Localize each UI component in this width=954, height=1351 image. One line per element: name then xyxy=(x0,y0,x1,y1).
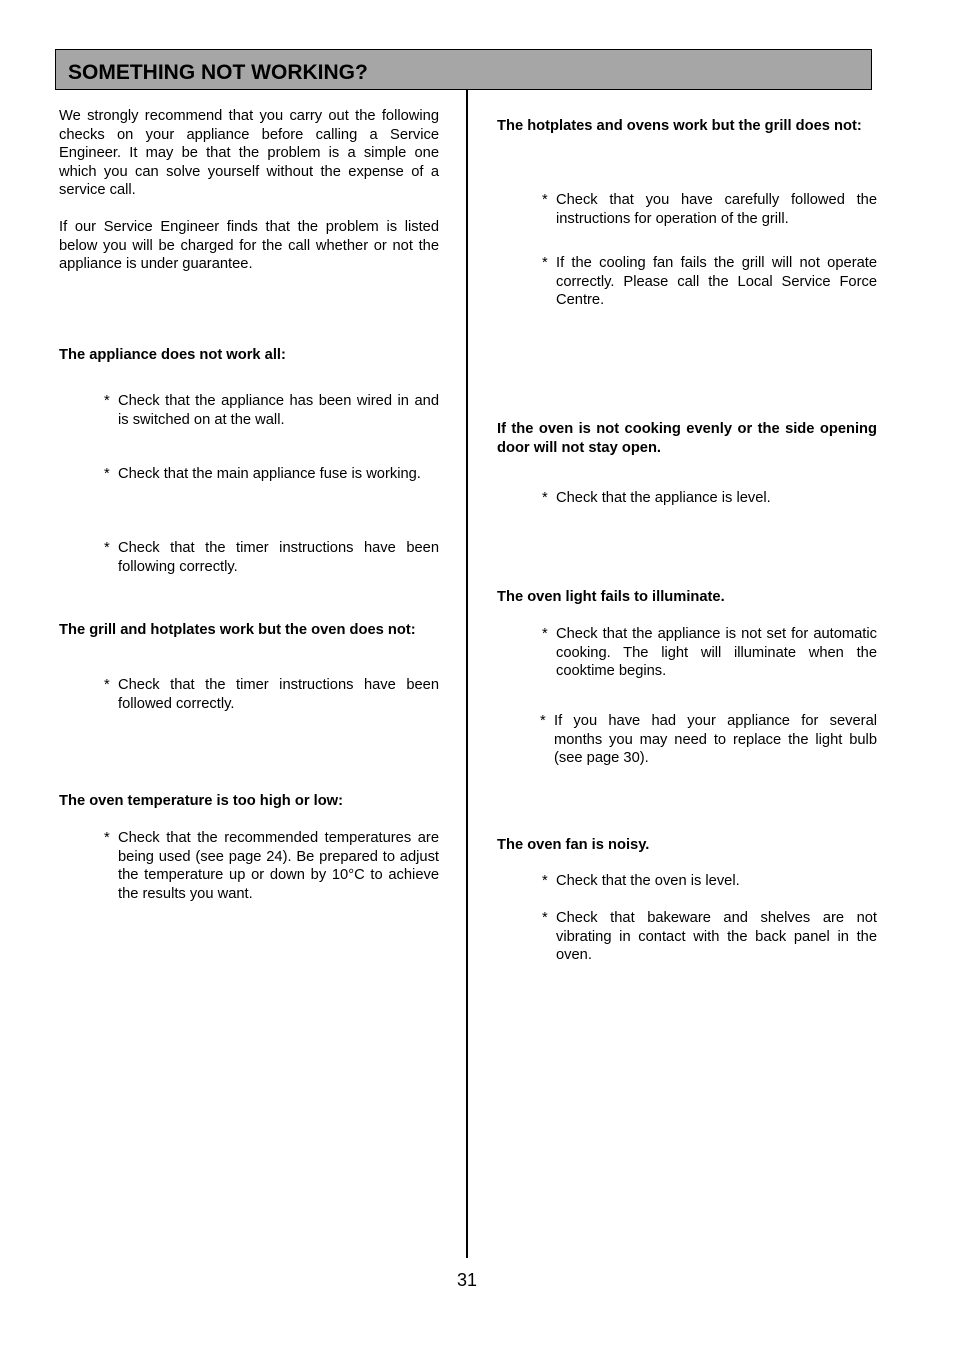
bullet-star: * xyxy=(104,393,110,409)
list-item-text: Check that the appliance is level. xyxy=(556,490,771,506)
heading-oven-temperature: The oven temperature is too high or low: xyxy=(59,793,343,809)
list-item-text: Check that the main appliance fuse is working. xyxy=(118,466,421,482)
list-item xyxy=(542,909,877,965)
intro-paragraph-1: We strongly recommend that you carry out the following checks on your appliance before calling a Service Engineer. It may be that the problem is a simple one which you can solve yourself without the expense of a service call. xyxy=(59,108,439,198)
bullet-star: * xyxy=(104,466,110,482)
heading-oven-light: The oven light fails to illuminate. xyxy=(497,589,725,605)
heading-oven-fan-noisy: The oven fan is noisy. xyxy=(497,837,650,853)
bullet-star: * xyxy=(104,830,110,846)
bullet-star: * xyxy=(542,910,548,926)
bullet-star: * xyxy=(542,255,548,271)
heading-appliance-not-working: The appliance does not work all: xyxy=(59,347,286,363)
bullet-star: * xyxy=(542,873,548,889)
list-item xyxy=(542,872,877,891)
list-item xyxy=(540,712,877,768)
heading-grill-not-working: The hotplates and ovens work but the grill does not: xyxy=(497,118,862,134)
list-item-text: If the cooling fan fails the grill will not operate correctly. Please call the Local Service Force Centre. xyxy=(556,255,877,308)
list-item xyxy=(104,829,439,903)
title-bar xyxy=(55,49,872,90)
list-item-text: Check that you have carefully followed the instructions for operation of the grill. xyxy=(556,192,877,227)
page-number: 31 xyxy=(457,1270,478,1290)
page-title: SOMETHING NOT WORKING? xyxy=(68,61,368,84)
list-item-text: If you have had your appliance for several months you may need to replace the light bulb (see page 30). xyxy=(554,713,877,766)
list-item-text: Check that the timer instructions have been following correctly. xyxy=(118,540,439,575)
bullet-star: * xyxy=(104,677,110,693)
list-item xyxy=(542,254,877,310)
bullet-star: * xyxy=(540,713,546,729)
heading-uneven-cooking: If the oven is not cooking evenly or the side opening door will not stay open. xyxy=(497,421,877,456)
intro-paragraph-2: If our Service Engineer finds that the problem is listed below you will be charged for the call whether or not the appliance is under guarantee. xyxy=(59,219,439,272)
bullet-star: * xyxy=(542,490,548,506)
bullet-star: * xyxy=(104,540,110,556)
list-item-text: Check that the appliance has been wired in and is switched on at the wall. xyxy=(118,393,439,428)
list-item xyxy=(104,465,439,484)
list-item-text: Check that the oven is level. xyxy=(556,873,740,889)
heading-oven-not-working: The grill and hotplates work but the oven does not: xyxy=(59,622,416,638)
bullet-star: * xyxy=(542,192,548,208)
list-item xyxy=(542,489,877,508)
list-item xyxy=(104,392,439,429)
list-item xyxy=(542,625,877,681)
list-item-text: Check that the recommended temperatures are being used (see page 24). Be prepared to adjust the temperature up or down by 10°C to achieve the results you want. xyxy=(118,830,439,902)
bullet-star: * xyxy=(542,626,548,642)
list-item xyxy=(104,539,439,576)
list-item-text: Check that bakeware and shelves are not vibrating in contact with the back panel in the oven. xyxy=(556,910,877,963)
list-item-text: Check that the appliance is not set for automatic cooking. The light will illuminate when the cooktime begins. xyxy=(556,626,877,679)
list-item-text: Check that the timer instructions have been followed correctly. xyxy=(118,677,439,712)
list-item xyxy=(542,191,877,228)
list-item xyxy=(104,676,439,713)
column-divider xyxy=(466,90,468,1258)
